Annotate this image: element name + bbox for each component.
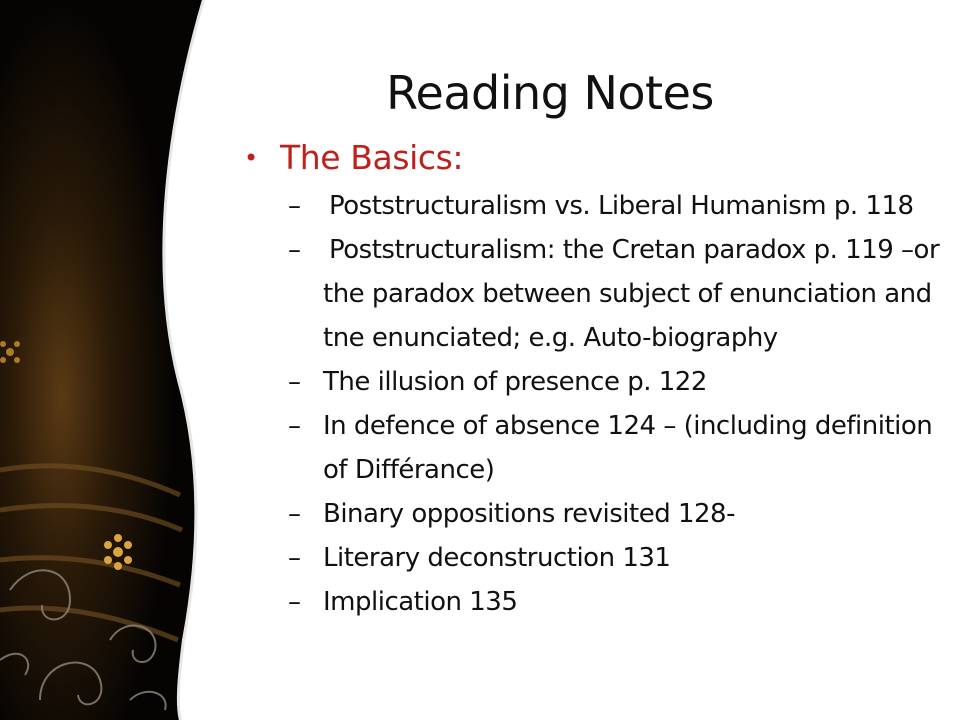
list-item: – The illusion of presence p. 122 (240, 360, 955, 404)
dash-icon: – (288, 411, 301, 441)
bullet-heading (240, 138, 955, 178)
dash-icon: – (288, 499, 301, 529)
list-item: – In defence of absence 124 – (including definition of Différance) (240, 404, 955, 492)
slide-title: Reading Notes (386, 66, 714, 120)
list-item: – Poststructuralism: the Cretan paradox p. 119 –or the paradox between subject of enunciation and tne enunciated; e.g. Auto-biography (240, 228, 955, 360)
dash-icon: – (288, 367, 301, 397)
sub-list (240, 184, 955, 624)
list-item: – Literary deconstruction 131 (240, 536, 955, 580)
list-item: – Implication 135 (240, 580, 955, 624)
bullet-heading-text: The Basics: (280, 138, 464, 177)
dash-icon: – (288, 235, 301, 265)
bullet-icon: • (244, 144, 258, 172)
dash-icon: – (288, 543, 301, 573)
list-item: – Poststructuralism vs. Liberal Humanism p. 118 (240, 184, 955, 228)
dash-icon: – (288, 191, 301, 221)
dash-icon: – (288, 587, 301, 617)
list-item: – Binary oppositions revisited 128- (240, 492, 955, 536)
slide-content (240, 138, 955, 624)
